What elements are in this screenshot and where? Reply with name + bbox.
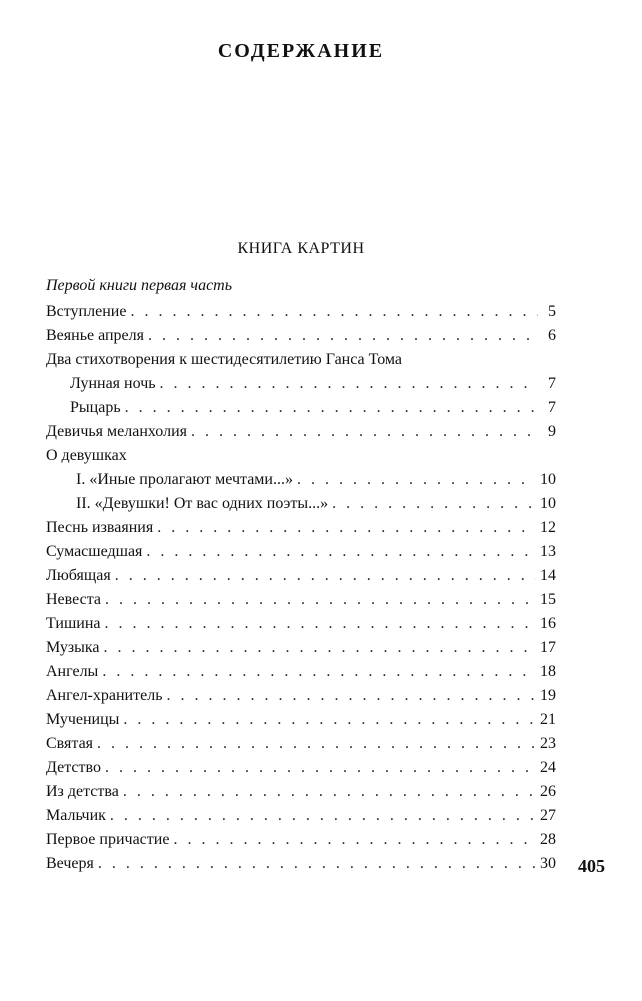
toc-entry-title: Девичья меланхолия <box>46 423 187 440</box>
toc-entry-page: 12 <box>540 519 556 536</box>
toc-entry-title: Веянье апреля <box>46 327 144 344</box>
page-title: СОДЕРЖАНИЕ <box>217 40 385 62</box>
toc-entry-page: 10 <box>540 495 556 512</box>
toc-entry <box>46 780 556 804</box>
toc-entry-title: Мученицы <box>46 711 120 728</box>
toc-entry-title: Тишина <box>46 615 101 632</box>
toc-entry-page: 18 <box>540 663 556 680</box>
toc-entry-page: 26 <box>540 783 556 800</box>
dot-leader <box>297 468 536 492</box>
toc-entry-title: Из детства <box>46 783 119 800</box>
toc-entry-page: 23 <box>540 735 556 752</box>
dot-leader <box>130 300 538 324</box>
dot-leader <box>104 636 536 660</box>
dot-leader <box>110 804 536 828</box>
dot-leader <box>115 564 536 588</box>
toc-entry <box>46 612 556 636</box>
dot-leader <box>166 684 536 708</box>
part-title: Первой книги первая часть <box>46 277 232 294</box>
toc-entry-title: II. «Девушки! От вас одних поэты...» <box>76 495 329 512</box>
toc-entry <box>46 828 556 852</box>
toc-entry-page: 16 <box>540 615 556 632</box>
toc-group-heading <box>46 444 556 468</box>
toc-entry <box>46 852 556 876</box>
toc-entry-title: Ангелы <box>46 663 99 680</box>
toc-entry-title: Детство <box>46 759 101 776</box>
toc-entry-title: Вечеря <box>46 855 94 872</box>
toc-entry-page: 28 <box>540 831 556 848</box>
toc-entry <box>46 636 556 660</box>
toc-entry-title: Вступление <box>46 303 127 320</box>
dot-leader <box>157 516 536 540</box>
toc-entry-page: 27 <box>540 807 556 824</box>
dot-leader <box>97 732 536 756</box>
toc-entry-page: 7 <box>548 375 556 392</box>
toc-entry <box>46 708 556 732</box>
toc-entry <box>46 468 556 492</box>
toc-entry-title: Ангел-хранитель <box>46 687 163 704</box>
toc-entry-title: Невеста <box>46 591 102 608</box>
toc-entry <box>46 684 556 708</box>
toc-entry-title: Песнь изваяния <box>46 519 154 536</box>
table-of-contents <box>46 300 556 876</box>
toc-entry-page: 7 <box>548 399 556 416</box>
toc-entry <box>46 564 556 588</box>
toc-entry-page: 10 <box>540 471 556 488</box>
toc-entry <box>46 756 556 780</box>
toc-entry-title: I. «Иные пролагают мечтами...» <box>76 471 293 488</box>
toc-entry-title: Любящая <box>46 567 111 584</box>
toc-entry-page: 21 <box>540 711 556 728</box>
toc-entry-page: 17 <box>540 639 556 656</box>
dot-leader <box>123 708 536 732</box>
toc-entry-page: 24 <box>540 759 556 776</box>
toc-entry-page: 9 <box>548 423 556 440</box>
toc-entry-title: Мальчик <box>46 807 106 824</box>
toc-entry-page: 14 <box>540 567 556 584</box>
dot-leader <box>102 660 536 684</box>
dot-leader <box>173 828 536 852</box>
toc-entry-title: Музыка <box>46 639 100 656</box>
toc-group-heading <box>46 348 556 372</box>
toc-entry-title: О девушках <box>46 447 127 464</box>
toc-entry-page: 15 <box>540 591 556 608</box>
toc-entry <box>46 732 556 756</box>
dot-leader <box>105 756 536 780</box>
toc-entry-page: 6 <box>548 327 556 344</box>
toc-entry <box>46 492 556 516</box>
toc-entry <box>46 516 556 540</box>
toc-entry-page: 30 <box>540 855 556 872</box>
toc-entry-title: Святая <box>46 735 94 752</box>
dot-leader <box>98 852 536 876</box>
toc-entry <box>46 396 556 420</box>
page-number: 405 <box>578 856 605 876</box>
toc-entry <box>46 804 556 828</box>
toc-entry <box>46 300 556 324</box>
toc-entry-page: 5 <box>548 303 556 320</box>
toc-entry <box>46 324 556 348</box>
toc-entry-title: Сумасшедшая <box>46 543 143 560</box>
toc-entry <box>46 420 556 444</box>
dot-leader <box>332 492 536 516</box>
toc-entry-page: 13 <box>540 543 556 560</box>
toc-entry-title: Два стихотворения к шестидесятилетию Ганса Тома <box>46 351 403 368</box>
toc-entry-title: Лунная ночь <box>70 375 156 392</box>
toc-entry-title: Рыцарь <box>70 399 121 416</box>
dot-leader <box>125 396 538 420</box>
toc-entry-page: 19 <box>540 687 556 704</box>
dot-leader <box>104 612 536 636</box>
toc-entry <box>46 588 556 612</box>
dot-leader <box>148 324 538 348</box>
toc-entry <box>46 660 556 684</box>
dot-leader <box>146 540 536 564</box>
toc-entry-title: Первое причастие <box>46 831 170 848</box>
toc-entry <box>46 372 556 396</box>
dot-leader <box>191 420 538 444</box>
dot-leader <box>105 588 536 612</box>
dot-leader <box>160 372 538 396</box>
dot-leader <box>123 780 536 804</box>
section-title: КНИГА КАРТИН <box>237 240 365 257</box>
toc-entry <box>46 540 556 564</box>
